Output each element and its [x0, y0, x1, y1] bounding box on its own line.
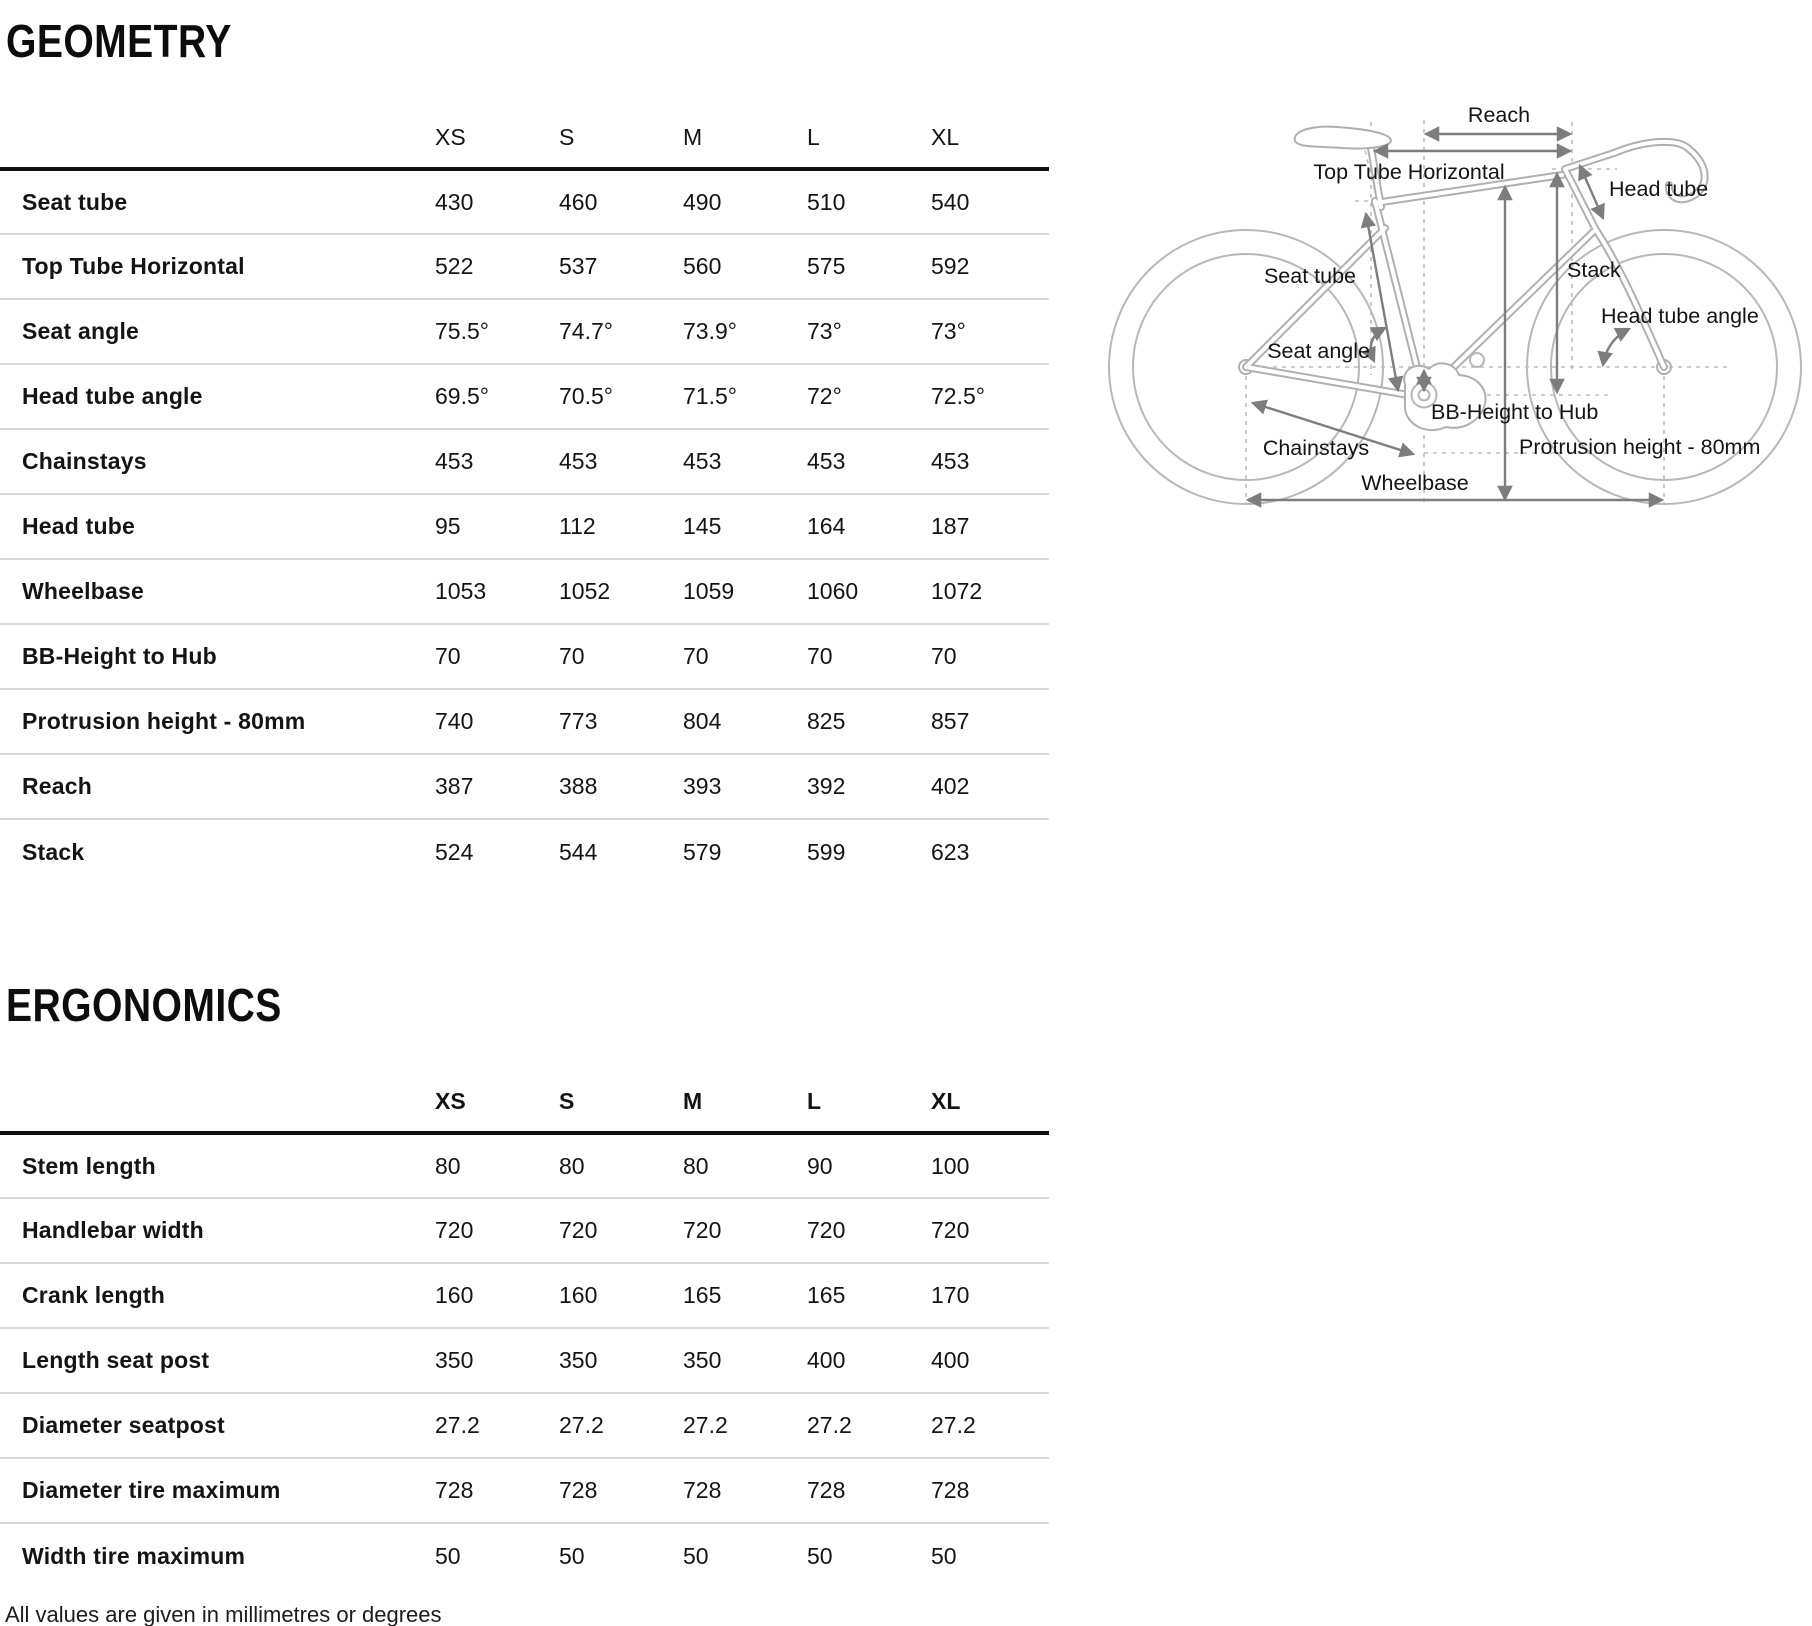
value-cell: 27.2 — [807, 1412, 852, 1438]
value-cell: 80 — [435, 1152, 461, 1179]
value-cell: 50 — [683, 1542, 709, 1569]
size-column-header: L — [807, 1087, 822, 1114]
ergonomics-table — [0, 1071, 1049, 1588]
chainstays-label: Chainstays — [1262, 436, 1370, 460]
value-cell: 720 — [931, 1217, 970, 1243]
table-row — [0, 754, 1049, 819]
value-cell: 623 — [931, 838, 970, 865]
stack-label: Stack — [1567, 258, 1621, 282]
ergonomics-section-title: ERGONOMICS — [6, 979, 282, 1031]
value-cell: 160 — [559, 1282, 598, 1308]
size-column-header: S — [559, 1087, 575, 1114]
table-row — [0, 234, 1049, 299]
value-cell: 165 — [683, 1282, 722, 1308]
value-cell: 728 — [683, 1477, 722, 1503]
table-row — [0, 1263, 1049, 1328]
geometry-section-title: GEOMETRY — [6, 15, 232, 67]
value-cell: 1059 — [683, 578, 735, 604]
value-cell: 1072 — [931, 578, 983, 604]
value-cell: 71.5° — [683, 383, 737, 409]
value-cell: 350 — [435, 1347, 474, 1373]
value-cell: 27.2 — [683, 1412, 728, 1438]
value-cell: 453 — [683, 448, 722, 474]
size-column-header: M — [683, 1087, 703, 1114]
row-label: Diameter tire maximum — [22, 1477, 281, 1503]
value-cell: 73° — [931, 318, 966, 344]
table-row — [0, 1458, 1049, 1523]
value-cell: 460 — [559, 188, 598, 215]
value-cell: 773 — [559, 708, 598, 734]
value-cell: 70.5° — [559, 383, 613, 409]
row-label: Width tire maximum — [22, 1542, 246, 1569]
size-column-header: XS — [435, 1087, 466, 1114]
head-tube-label: Head tube — [1609, 177, 1709, 201]
value-cell: 27.2 — [435, 1412, 480, 1438]
value-cell: 112 — [559, 513, 596, 539]
table-row — [0, 1198, 1049, 1263]
value-cell: 75.5° — [435, 318, 489, 344]
value-cell: 728 — [435, 1477, 474, 1503]
value-cell: 857 — [931, 708, 970, 734]
value-cell: 720 — [435, 1217, 474, 1243]
value-cell: 720 — [683, 1217, 722, 1243]
table-row — [0, 1328, 1049, 1393]
value-cell: 50 — [931, 1542, 957, 1569]
row-label: Head tube angle — [22, 383, 203, 409]
value-cell: 728 — [931, 1477, 970, 1503]
value-cell: 70 — [931, 643, 957, 669]
row-label: Wheelbase — [22, 578, 144, 604]
value-cell: 100 — [931, 1152, 970, 1179]
value-cell: 69.5° — [435, 383, 489, 409]
value-cell: 400 — [931, 1347, 970, 1373]
value-cell: 453 — [931, 448, 970, 474]
bike-geometry-diagram — [1072, 70, 1812, 540]
value-cell: 27.2 — [559, 1412, 604, 1438]
row-label: Stem length — [22, 1152, 156, 1179]
value-cell: 453 — [559, 448, 598, 474]
value-cell: 400 — [807, 1347, 846, 1373]
value-cell: 50 — [807, 1542, 833, 1569]
value-cell: 164 — [807, 513, 846, 539]
value-cell: 393 — [683, 773, 722, 799]
table-row — [0, 364, 1049, 429]
row-label: Seat angle — [22, 318, 140, 344]
table-row — [0, 689, 1049, 754]
value-cell: 165 — [807, 1282, 846, 1308]
value-cell: 544 — [559, 838, 598, 865]
header-spacer-cell — [0, 1071, 435, 1133]
value-cell: 80 — [683, 1152, 709, 1179]
row-label: Length seat post — [22, 1347, 210, 1373]
bb-height-to-hub-label: BB-Height to Hub — [1431, 400, 1599, 424]
row-label: Head tube — [22, 513, 135, 539]
header-spacer-cell — [0, 107, 435, 169]
value-cell: 95 — [435, 513, 461, 539]
value-cell: 740 — [435, 708, 474, 734]
value-cell: 720 — [807, 1217, 846, 1243]
value-cell: 187 — [931, 513, 970, 539]
value-cell: 453 — [807, 448, 846, 474]
value-cell: 73° — [807, 318, 842, 344]
value-cell: 540 — [931, 188, 970, 215]
value-cell: 575 — [807, 253, 846, 279]
size-column-header: XL — [931, 1087, 961, 1114]
seat-tube-label: Seat tube — [1263, 264, 1356, 288]
value-cell: 490 — [683, 188, 722, 215]
size-header-row — [0, 1071, 1049, 1133]
table-row — [0, 299, 1049, 364]
value-cell: 74.7° — [559, 318, 613, 344]
value-cell: 402 — [931, 773, 970, 799]
table-row — [0, 819, 1049, 884]
row-label: Stack — [22, 838, 85, 865]
row-label: Seat tube — [22, 188, 128, 215]
row-label: Chainstays — [22, 448, 147, 474]
table-row — [0, 169, 1049, 234]
table-row — [0, 559, 1049, 624]
wheelbase-label: Wheelbase — [1361, 471, 1469, 495]
value-cell: 170 — [931, 1282, 970, 1308]
value-cell: 70 — [683, 643, 709, 669]
table-row — [0, 624, 1049, 689]
row-label: Handlebar width — [22, 1217, 204, 1243]
value-cell: 145 — [683, 513, 722, 539]
value-cell: 537 — [559, 253, 598, 279]
value-cell: 90 — [807, 1152, 833, 1179]
value-cell: 1052 — [559, 578, 611, 604]
saddle-illustration — [1295, 127, 1391, 149]
size-column-header: XL — [931, 123, 960, 150]
row-label: Diameter seatpost — [22, 1412, 225, 1438]
units-footnote: All values are given in millimetres or degrees — [5, 1602, 442, 1626]
geometry-table — [0, 107, 1049, 884]
row-label: Crank length — [22, 1282, 165, 1308]
value-cell: 50 — [435, 1542, 461, 1569]
head-tube-angle-label: Head tube angle — [1601, 304, 1759, 328]
size-column-header: XS — [435, 123, 466, 150]
head-tube-angle-arc-arrow — [1603, 329, 1629, 365]
value-cell: 70 — [807, 643, 833, 669]
size-header-row — [0, 107, 1049, 169]
value-cell: 430 — [435, 188, 474, 215]
size-column-header: L — [807, 123, 820, 150]
value-cell: 1060 — [807, 578, 859, 604]
top-tube-horizontal-label: Top Tube Horizontal — [1313, 160, 1505, 184]
value-cell: 728 — [559, 1477, 598, 1503]
row-label: Protrusion height - 80mm — [22, 708, 306, 734]
table-row — [0, 1133, 1049, 1198]
size-column-header: S — [559, 123, 575, 150]
value-cell: 80 — [559, 1152, 585, 1179]
value-cell: 50 — [559, 1542, 585, 1569]
value-cell: 560 — [683, 253, 722, 279]
seat-angle-label: Seat angle — [1267, 339, 1370, 363]
value-cell: 453 — [435, 448, 474, 474]
value-cell: 72.5° — [931, 383, 985, 409]
value-cell: 73.9° — [683, 318, 737, 344]
value-cell: 825 — [807, 708, 846, 734]
protrusion-height-label: Protrusion height - 80mm — [1519, 435, 1761, 459]
value-cell: 592 — [931, 253, 970, 279]
value-cell: 804 — [683, 708, 722, 734]
table-row — [0, 429, 1049, 494]
reach-label: Reach — [1467, 103, 1531, 127]
value-cell: 27.2 — [931, 1412, 976, 1438]
size-column-header: M — [683, 123, 703, 150]
row-label: Reach — [22, 773, 93, 799]
value-cell: 579 — [683, 838, 722, 865]
value-cell: 392 — [807, 773, 846, 799]
value-cell: 524 — [435, 838, 474, 865]
value-cell: 72° — [807, 383, 842, 409]
table-row — [0, 1393, 1049, 1458]
value-cell: 70 — [559, 643, 585, 669]
value-cell: 350 — [559, 1347, 598, 1373]
value-cell: 728 — [807, 1477, 846, 1503]
value-cell: 70 — [435, 643, 461, 669]
value-cell: 522 — [435, 253, 474, 279]
value-cell: 387 — [435, 773, 474, 799]
value-cell: 350 — [683, 1347, 722, 1373]
value-cell: 720 — [559, 1217, 598, 1243]
value-cell: 388 — [559, 773, 598, 799]
table-row — [0, 494, 1049, 559]
row-label: Top Tube Horizontal — [22, 253, 245, 279]
value-cell: 510 — [807, 188, 846, 215]
value-cell: 160 — [435, 1282, 474, 1308]
row-label: BB-Height to Hub — [22, 643, 217, 669]
value-cell: 599 — [807, 838, 846, 865]
value-cell: 1053 — [435, 578, 487, 604]
table-row — [0, 1523, 1049, 1588]
